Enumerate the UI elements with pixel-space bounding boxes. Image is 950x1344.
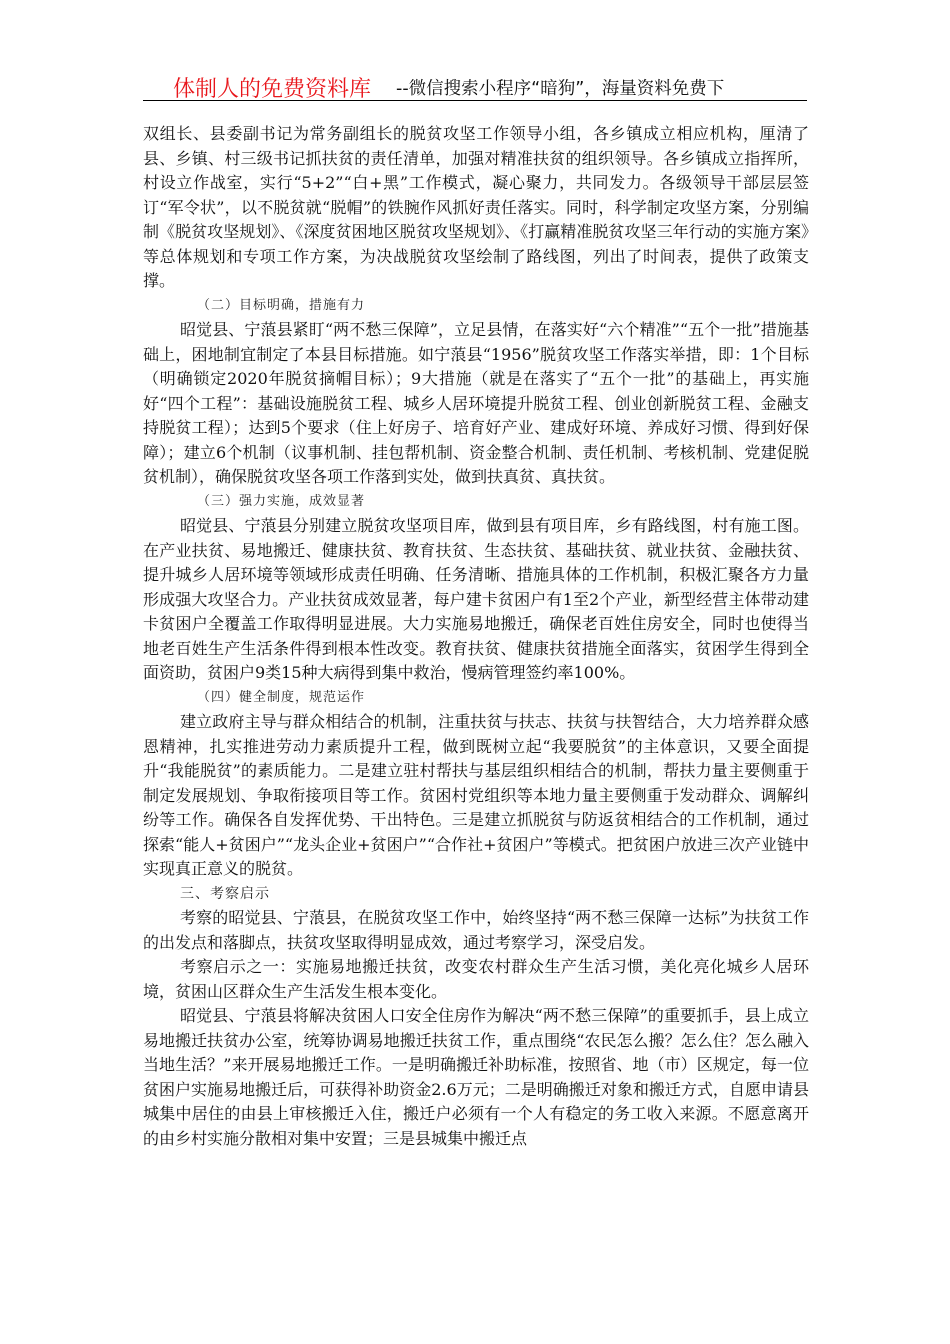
subheading: （二）目标明确，措施有力 <box>197 297 366 313</box>
paragraph: 昭觉县、宁蒗县分别建立脱贫攻坚项目库，做到县有项目库，乡有路线图，村有施工图。在产业扶贫、易地搬迁、健康扶贫、教育扶贫、生态扶贫、基础扶贫、就业扶贫、金融扶贫、提升城乡人居环境等领域形成责任明确、任务清晰、措施具体的工作机制，积极汇聚各方力量形成强大攻坚合力。产业扶贫成效显著，每户建卡贫困户有1至2个产业，新型经营主体带动建卡贫困户全覆盖工作取得明显进展。大力实施易地搬迁，确保老百姓住房安全，同时也使得当地老百姓生产生活条件得到根本性改变。教育扶贫、健康扶贫措施全面落实，贫困学生得到全面资助，贫困户9类15种大病得到集中救治，慢病管理签约率100%。 <box>143 516 809 682</box>
paragraph: 昭觉县、宁蒗县紧盯“两不愁三保障”，立足县情，在落实好“六个精准”“五个一批”措施基础上，困地制宜制定了本县目标措施。如宁蒗县“1956”脱贫攻坚工作落实举措，即：1个目标（明确锁定2020年脱贫摘帽目标）；9大措施（就是在落实了“五个一批”的基础上，再实施好“四个工程”：基础设施脱贫工程、城乡人居环境提升脱贫工程、创业创新脱贫工程、金融支持脱贫工程）；达到5个要求（住上好房子、培育好产业、建成好环境、养成好习惯、得到好保障）；建立6个机制（议事机制、挂包帮机制、资金整合机制、责任机制、考核机制、党建促脱贫机制），确保脱贫攻坚各项工作落到实处，做到扶真贫、真扶贫。 <box>143 320 809 486</box>
subheading: （四）健全制度，规范运作 <box>197 689 366 705</box>
paragraph: 昭觉县、宁蒗县将解决贫困人口安全住房作为解决“两不愁三保障”的重要抓手，县上成立易地搬迁扶贫办公室，统筹协调易地搬迁扶贫工作，重点围绕“农民怎么搬？怎么住？怎么融入当地生活？”来开展易地搬迁工作。一是明确搬迁补助标准，按照省、地（市）区规定，每一位贫困户实施易地搬迁后，可获得补助资金2.6万元；二是明确搬迁对象和搬迁方式，自愿申请县城集中居住的由县上审核搬迁入住，搬迁户必须有一个人有稳定的务工收入来源。不愿意离开的由乡村实施分散相对集中安置；三是县城集中搬迁点 <box>143 1006 809 1148</box>
document-body <box>143 122 809 1151</box>
page-header <box>143 70 807 102</box>
paragraph: 建立政府主导与群众相结合的机制，注重扶贫与扶志、扶贫与扶智结合，大力培养群众感恩精神，扎实推进劳动力素质提升工程，做到既树立起“我要脱贫”的主体意识，又要全面提升“我能脱贫”的素质能力。二是建立驻村帮扶与基层组织相结合的机制，帮扶力量主要侧重于制定发展规划、争取衔接项目等工作。贫困村党组织等本地力量主要侧重于发动群众、调解纠纷等工作。确保各自发挥优势、干出特色。三是建立抓脱贫与防返贫相结合的工作机制，通过探索“能人+贫困户”“龙头企业+贫困户”“合作社+贫困户”等模式。把贫困户放进三次产业链中实现真正意义的脱贫。 <box>143 712 809 878</box>
subheading: （三）强力实施，成效显著 <box>197 493 366 509</box>
paragraph: 双组长、县委副书记为常务副组长的脱贫攻坚工作领导小组，各乡镇成立相应机构，厘清了县、乡镇、村三级书记抓扶贫的责任清单，加强对精准扶贫的组织领导。各乡镇成立指挥所，村设立作战室，实行“5+2”“白+黑”工作模式，凝心聚力，共同发力。各级领导干部层层签订“军令状”，以不脱贫就“脱帽”的铁腕作风抓好责任落实。同时，科学制定攻坚方案，分别编制《脱贫攻坚规划》、《深度贫困地区脱贫攻坚规划》、《打赢精准脱贫攻坚三年行动的实施方案》等总体规划和专项工作方案，为决战脱贫攻坚绘制了路线图，列出了时间表，提供了政策支撑。 <box>143 124 809 290</box>
paragraph: 考察的昭觉县、宁蒗县，在脱贫攻坚工作中，始终坚持“两不愁三保障一达标”为扶贫工作的出发点和落脚点，扶贫攻坚取得明显成效，通过考察学习，深受启发。 <box>143 908 809 952</box>
paragraph: 考察启示之一：实施易地搬迁扶贫，改变农村群众生产生活习惯，美化亮化城乡人居环境，贫困山区群众生产生活发生根本变化。 <box>143 957 809 1001</box>
header-divider <box>143 100 807 101</box>
header-brand: 体制人的免费资料库 <box>173 77 372 102</box>
section-heading: 三、考察启示 <box>180 885 270 902</box>
header-slogan: --微信搜索小程序“暗狗”，海量资料免费下 <box>396 79 725 99</box>
